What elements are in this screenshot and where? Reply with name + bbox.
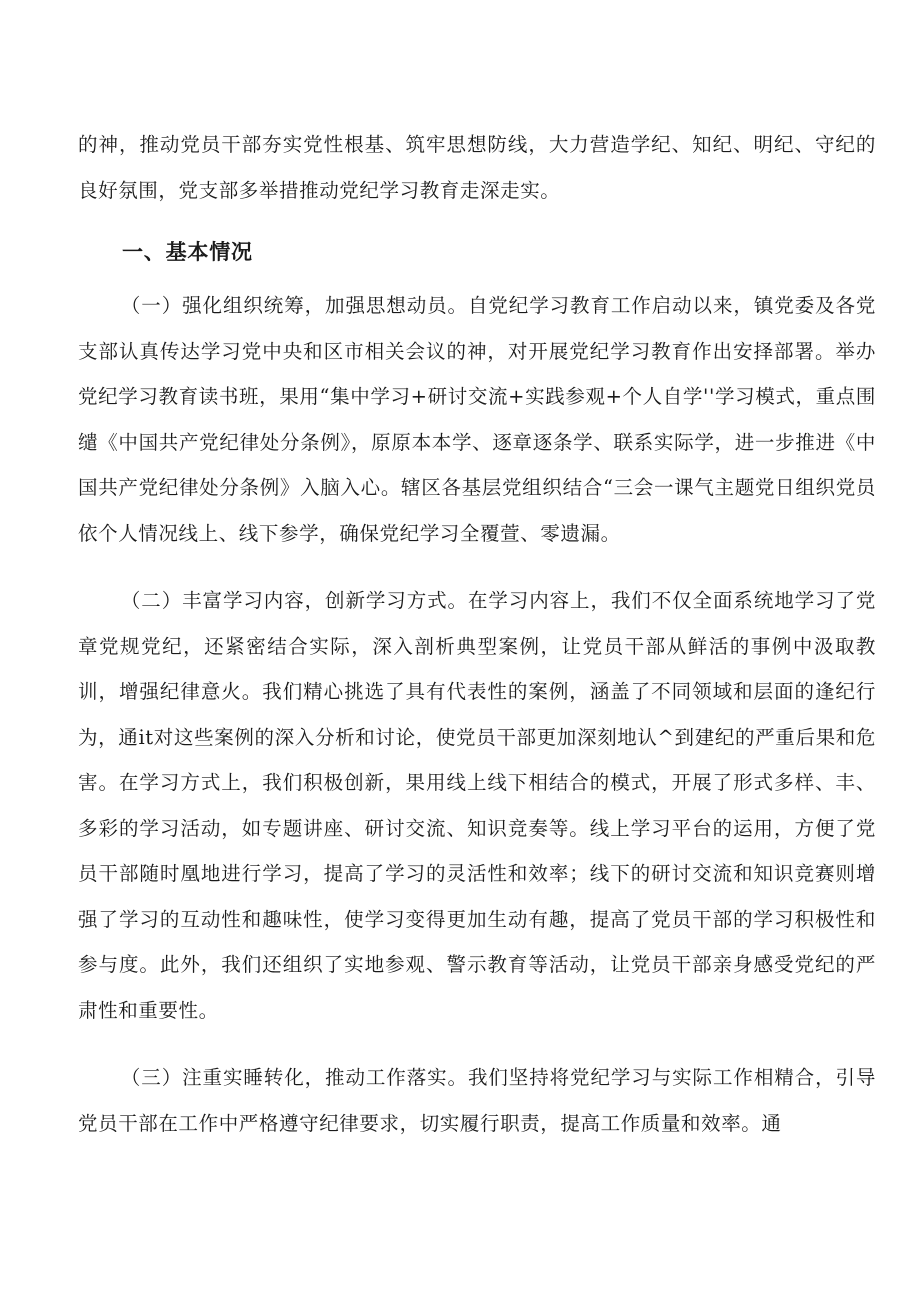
paragraph-3: （三）注重实睡转化，推动工作落实。我们坚持将党纪学习与实际工作相精合，引导党员干部在工作中严格遵守纪律要求，切实履行职责，提高工作质量和效率。通 — [78, 1066, 876, 1135]
intro-paragraph: 的神，推动党员干部夯实党性根基、筑牢思想防线，大力营造学纪、知纪、明纪、守纪的良好氛围，党支部多举措推动党纪学习教育走深走实。 — [78, 133, 876, 202]
section-heading: 一、基本情况 — [122, 240, 253, 264]
paragraph-2: （二）丰富学习内容，创新学习方式。在学习内容上，我们不仅全面系统地学习了党章党规党纪，还紧密结合实际，深入剖析典型案例，让党员干部从鲜活的事例中汲取教训，增强纪律意火。我们精心挑选了具有代表性的案例，涵盖了不同领域和层面的逢纪行为，通it对这些案例的深入分析和讨论，使党员干部更加深刻地认^到建纪的严重后果和危害。在学习方式上，我们积极创新，果用线上线下相结合的模式，开展了形式多样、丰、多彩的学习活动，如专题讲座、研讨交流、知识竞奏等。线上学习平台的运用，方便了党员干部随时凰地进行学习，提高了学习的灵活性和效率；线下的研讨交流和知识竞赛则增强了学习的互动性和趣味性，使学习变得更加生动有趣，提高了党员干部的学习积极性和参与度。此外，我们还组织了实地参观、警示教育等活动，让党员干部亲身感受党纪的严肃性和重要性。 — [78, 589, 876, 1022]
paragraph-1: （一）强化组织统筹，加强思想动员。自党纪学习教育工作启动以来，镇党委及各党支部认真传达学习党中央和区市相关会议的神，对开展党纪学习教育作出安择部署。举办党纪学习教育读书班，果用“集中学习+研讨交流+实践参观+个人自学''学习模式，重点围缱《中国共产党纪律处分条例》，原原本本学、逐章逐条学、联系实际学，进一步推进《中国共产党纪律处分条例》入脑入心。辖区各基层党组织结合“三会一课气主题党日组织党员依个人情况线上、线下参学，确保党纪学习全覆萱、零遗漏。 — [78, 294, 876, 545]
